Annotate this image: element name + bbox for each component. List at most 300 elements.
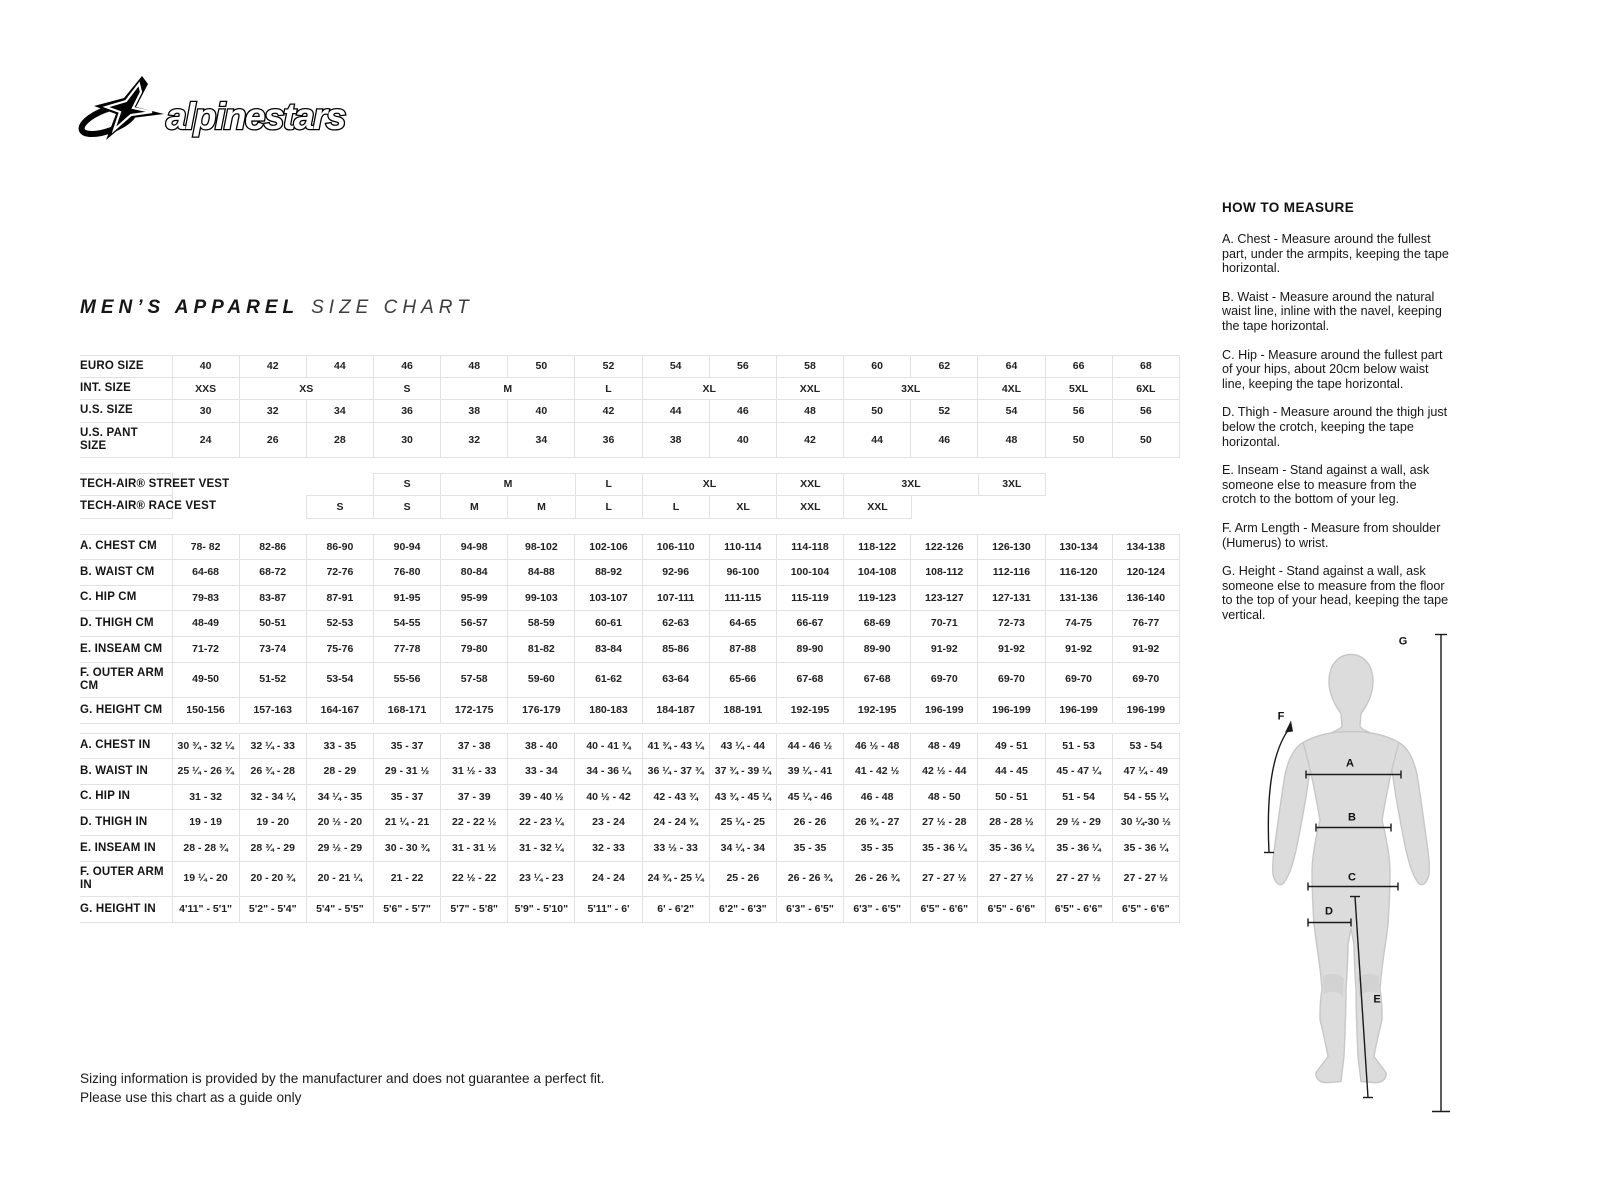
size-cell: 28 (306, 422, 373, 457)
size-cell: 52-53 (306, 611, 373, 637)
size-cell: 53 - 54 (1112, 733, 1179, 759)
size-cell: 39 ¼ - 41 (776, 759, 843, 785)
size-cell: XXL (844, 496, 911, 518)
size-cell: 21 - 22 (373, 861, 440, 896)
size-cell: 70-71 (911, 611, 978, 637)
row-label: E. INSEAM IN (80, 835, 172, 861)
size-cell: 20 - 20 ¾ (239, 861, 306, 896)
size-cell: 63-64 (642, 662, 709, 697)
size-cell: 32 (239, 400, 306, 422)
size-cell: 24 - 24 ¾ (642, 810, 709, 836)
size-cell: 6'5" - 6'6" (911, 896, 978, 922)
size-cell: 32 ¼ - 33 (239, 733, 306, 759)
size-cell: 103-107 (575, 585, 642, 611)
disclaimer-line-1: Sizing information is provided by the manufacturer and does not guarantee a perfect fit. (80, 1071, 605, 1086)
size-cell: 50 - 51 (978, 784, 1045, 810)
size-cell: 26 (239, 422, 306, 457)
size-cell: 69-70 (978, 662, 1045, 697)
size-cell: 196-199 (1045, 697, 1112, 723)
size-cell: 48 (978, 422, 1045, 457)
size-cell: 38 (642, 422, 709, 457)
size-cell: XXL (777, 496, 844, 518)
size-cell: XXS (172, 378, 239, 400)
size-cell: 84-88 (508, 560, 575, 586)
size-cell: 23 - 24 (575, 810, 642, 836)
diagram-label-hip: C (1348, 871, 1356, 884)
size-cell: 48-49 (172, 611, 239, 637)
table-row (80, 896, 1180, 922)
size-cell: 29 ½ - 29 (306, 835, 373, 861)
row-label: U.S. PANT SIZE (80, 422, 172, 457)
diagram-label-chest: A (1346, 757, 1354, 770)
size-cell: 31 - 32 (172, 784, 239, 810)
size-cell: 35 - 37 (373, 733, 440, 759)
size-cell: 130-134 (1045, 534, 1112, 560)
size-cell: 106-110 (642, 534, 709, 560)
size-cell: 30 - 30 ¾ (373, 835, 440, 861)
row-label: TECH-AIR® RACE VEST (80, 496, 172, 518)
size-cell: 80-84 (441, 560, 508, 586)
measure-instruction: B. Waist - Measure around the natural waist line, inline with the navel, keeping the tape horizontal. (1222, 289, 1442, 333)
row-label: B. WAIST IN (80, 759, 172, 785)
size-cell: 69-70 (1045, 662, 1112, 697)
size-cell: 61-62 (575, 662, 642, 697)
size-cell: 50 (1045, 422, 1112, 457)
size-cell: 56-57 (441, 611, 508, 637)
size-cell: M (441, 378, 575, 400)
size-cell: 91-92 (978, 636, 1045, 662)
measure-instruction: D. Thigh - Measure around the thigh just below the crotch, keeping the tape horizontal. (1222, 405, 1448, 449)
size-cell: 34 ¼ - 34 (709, 835, 776, 861)
size-cell: 5'7" - 5'8" (441, 896, 508, 922)
size-cell: S (374, 496, 441, 518)
page-title-secondary: SIZE CHART (311, 297, 474, 318)
size-cell: 88-92 (575, 560, 642, 586)
size-cell: 85-86 (642, 636, 709, 662)
size-cell: 120-124 (1112, 560, 1179, 586)
size-cell: 47 ¼ - 49 (1112, 759, 1179, 785)
size-cell: 25 ¼ - 26 ¾ (172, 759, 239, 785)
size-cell: 27 ½ - 28 (911, 810, 978, 836)
table-row (80, 835, 1180, 861)
size-cell: 89-90 (844, 636, 911, 662)
row-label: D. THIGH IN (80, 810, 172, 836)
size-cell: 37 - 39 (441, 784, 508, 810)
size-cell: 72-73 (978, 611, 1045, 637)
size-cell: 127-131 (978, 585, 1045, 611)
row-label: C. HIP IN (80, 784, 172, 810)
measure-instruction: C. Hip - Measure around the fullest part of your hips, about 20cm below waist line, keeping the tape horizontal. (1222, 347, 1443, 391)
size-cell: 40 (709, 422, 776, 457)
table-row (80, 662, 1180, 697)
size-cell: 27 - 27 ½ (978, 861, 1045, 896)
size-cell: 50 (508, 356, 575, 378)
size-table-group-sizes (80, 355, 1180, 458)
size-cell: 5'11" - 6' (575, 896, 642, 922)
size-cell: 98-102 (508, 534, 575, 560)
page-title (80, 297, 474, 319)
table-row (80, 585, 1180, 611)
size-cell: 122-126 (911, 534, 978, 560)
size-cell: 26 - 26 ¾ (844, 861, 911, 896)
size-cell: M (508, 496, 575, 518)
size-cell: 26 ¾ - 28 (239, 759, 306, 785)
size-cell: 131-136 (1045, 585, 1112, 611)
size-cell: 107-111 (642, 585, 709, 611)
size-cell: 157-163 (239, 697, 306, 723)
size-cell: 22 - 23 ¼ (508, 810, 575, 836)
how-to-measure-items (1222, 232, 1452, 622)
size-cell: 49 - 51 (978, 733, 1045, 759)
disclaimer-line-2: Please use this chart as a guide only (80, 1090, 302, 1105)
size-cell: 36 ¼ - 37 ¾ (642, 759, 709, 785)
empty-cell (1045, 474, 1180, 496)
size-cell: 73-74 (239, 636, 306, 662)
size-table-group-cm (80, 534, 1180, 724)
measure-instruction: A. Chest - Measure around the fullest part, under the armpits, keeping the tape horizontal. (1222, 232, 1449, 276)
size-cell: 54 (642, 356, 709, 378)
size-cell: 176-179 (508, 697, 575, 723)
size-cell: 69-70 (1112, 662, 1179, 697)
size-cell: 62-63 (642, 611, 709, 637)
size-cell: 28 ¾ - 29 (239, 835, 306, 861)
size-cell: 34 (306, 400, 373, 422)
size-cell: 20 - 21 ¼ (306, 861, 373, 896)
size-cell: S (373, 378, 440, 400)
size-cell: L (642, 496, 709, 518)
diagram-label-thigh: D (1325, 905, 1333, 918)
size-cell: 21 ¼ - 21 (373, 810, 440, 836)
size-cell: 20 ½ - 20 (306, 810, 373, 836)
size-cell: 6'3" - 6'5" (776, 896, 843, 922)
size-cell: 44 (642, 400, 709, 422)
size-cell: 25 - 26 (709, 861, 776, 896)
size-cell: L (575, 378, 642, 400)
size-cell: 33 ½ - 33 (642, 835, 709, 861)
size-cell: 43 ¼ - 44 (709, 733, 776, 759)
size-cell: 5XL (1045, 378, 1112, 400)
size-cell: S (374, 474, 441, 496)
size-cell: 76-80 (373, 560, 440, 586)
size-cell: 50 (844, 400, 911, 422)
size-cell: 89-90 (776, 636, 843, 662)
size-cell: 36 (373, 400, 440, 422)
size-cell: 26 - 26 ¾ (776, 861, 843, 896)
size-cell: 66 (1045, 356, 1112, 378)
size-cell: 24 (172, 422, 239, 457)
size-cell: 91-92 (911, 636, 978, 662)
size-cell: 55-56 (373, 662, 440, 697)
size-cell: 119-123 (844, 585, 911, 611)
size-cell: 33 - 34 (508, 759, 575, 785)
size-cell: 35 - 36 ¼ (911, 835, 978, 861)
size-chart-table (80, 355, 1180, 938)
size-cell: 91-92 (1045, 636, 1112, 662)
size-cell: 54 (978, 400, 1045, 422)
size-cell: 110-114 (709, 534, 776, 560)
size-cell: 42 (239, 356, 306, 378)
row-label: TECH-AIR® STREET VEST (80, 474, 172, 496)
size-cell: 67-68 (776, 662, 843, 697)
size-cell: S (306, 496, 373, 518)
size-cell: 29 ½ - 29 (1045, 810, 1112, 836)
size-cell: 188-191 (709, 697, 776, 723)
row-label: F. OUTER ARM IN (80, 861, 172, 896)
measure-instruction: G. Height - Stand against a wall, ask someone else to measure from the floor to the top of your head, keeping the tape vertical. (1222, 564, 1449, 622)
row-label: F. OUTER ARM CM (80, 662, 172, 697)
row-label: U.S. SIZE (80, 400, 172, 422)
table-row (80, 759, 1180, 785)
size-cell: 83-87 (239, 585, 306, 611)
size-cell: M (441, 474, 575, 496)
size-cell: 46 ½ - 48 (844, 733, 911, 759)
body-measurement-diagram (1233, 622, 1457, 1122)
size-cell: 50-51 (239, 611, 306, 637)
size-cell: XL (642, 474, 776, 496)
size-cell: 45 ¼ - 46 (776, 784, 843, 810)
size-cell: 32 - 33 (575, 835, 642, 861)
table-row (80, 474, 1180, 496)
table-row (80, 422, 1180, 457)
diagram-label-arm: F (1277, 710, 1285, 723)
size-cell: 91-92 (1112, 636, 1179, 662)
size-cell: 34 ¼ - 35 (306, 784, 373, 810)
size-cell: 48 - 49 (911, 733, 978, 759)
size-cell: 5'6" - 5'7" (373, 896, 440, 922)
row-label: D. THIGH CM (80, 611, 172, 637)
size-cell: 111-115 (709, 585, 776, 611)
size-cell: 51 - 54 (1045, 784, 1112, 810)
size-cell: 126-130 (978, 534, 1045, 560)
size-cell: XL (642, 378, 776, 400)
alpinestars-wordmark: alpinestars (166, 96, 345, 137)
size-cell: 123-127 (911, 585, 978, 611)
table-row (80, 560, 1180, 586)
size-cell: 26 ¾ - 27 (844, 810, 911, 836)
size-cell: 60-61 (575, 611, 642, 637)
size-cell: 108-112 (911, 560, 978, 586)
size-cell: 23 ¼ - 23 (508, 861, 575, 896)
size-cell: 6'3" - 6'5" (844, 896, 911, 922)
size-cell: 31 - 32 ¼ (508, 835, 575, 861)
size-cell: 68-72 (239, 560, 306, 586)
size-cell: 35 - 36 ¼ (1112, 835, 1179, 861)
table-row (80, 378, 1180, 400)
size-cell: 40 ½ - 42 (575, 784, 642, 810)
size-cell: 102-106 (575, 534, 642, 560)
size-cell: 27 - 27 ½ (911, 861, 978, 896)
size-cell: 5'4" - 5'5" (306, 896, 373, 922)
diagram-label-height: G (1398, 635, 1408, 648)
size-cell: 48 (776, 400, 843, 422)
size-cell: 42 - 43 ¾ (642, 784, 709, 810)
how-to-measure-heading: HOW TO MEASURE (1222, 200, 1355, 215)
size-cell: 164-167 (306, 697, 373, 723)
size-cell: 87-91 (306, 585, 373, 611)
size-cell: 40 (508, 400, 575, 422)
size-cell: 29 - 31 ½ (373, 759, 440, 785)
size-cell: 28 - 29 (306, 759, 373, 785)
size-cell: 30 (373, 422, 440, 457)
row-label: INT. SIZE (80, 378, 172, 400)
size-cell: 51-52 (239, 662, 306, 697)
size-cell: 76-77 (1112, 611, 1179, 637)
size-cell: 44 - 45 (978, 759, 1045, 785)
size-cell: 5'9" - 5'10" (508, 896, 575, 922)
size-cell: 41 ¾ - 43 ¼ (642, 733, 709, 759)
size-cell: 32 - 34 ¼ (239, 784, 306, 810)
size-cell: 19 ¼ - 20 (172, 861, 239, 896)
how-to-measure-panel (1222, 200, 1452, 636)
size-cell: 19 - 20 (239, 810, 306, 836)
size-cell: 184-187 (642, 697, 709, 723)
table-row (80, 611, 1180, 637)
table-row (80, 733, 1180, 759)
size-table-group-vests (80, 473, 1180, 518)
row-label: C. HIP CM (80, 585, 172, 611)
size-cell: 42 (575, 400, 642, 422)
size-cell: 49-50 (172, 662, 239, 697)
size-cell: 53-54 (306, 662, 373, 697)
size-cell: 81-82 (508, 636, 575, 662)
size-cell: 115-119 (776, 585, 843, 611)
size-cell: 54-55 (373, 611, 440, 637)
size-cell: 79-80 (441, 636, 508, 662)
size-cell: 118-122 (844, 534, 911, 560)
measure-instruction: E. Inseam - Stand against a wall, ask someone else to measure from the crotch to the bottom of your leg. (1222, 463, 1430, 507)
size-cell: 77-78 (373, 636, 440, 662)
size-cell: XXL (777, 474, 844, 496)
size-cell: XL (710, 496, 777, 518)
size-cell: L (575, 496, 642, 518)
size-cell: 30 ¾ - 32 ¼ (172, 733, 239, 759)
size-cell: 4'11" - 5'1" (172, 896, 239, 922)
diagram-label-waist: B (1348, 811, 1356, 824)
size-cell: 112-116 (978, 560, 1045, 586)
size-cell: 46 (709, 400, 776, 422)
size-cell: 150-156 (172, 697, 239, 723)
body-silhouette (1273, 655, 1430, 1083)
size-cell: 91-95 (373, 585, 440, 611)
table-row (80, 697, 1180, 723)
size-cell: 27 - 27 ½ (1112, 861, 1179, 896)
row-label: G. HEIGHT CM (80, 697, 172, 723)
row-label: A. CHEST IN (80, 733, 172, 759)
size-cell: 62 (911, 356, 978, 378)
size-cell: 67-68 (844, 662, 911, 697)
size-cell: 82-86 (239, 534, 306, 560)
size-cell: 58 (776, 356, 843, 378)
size-cell: 172-175 (441, 697, 508, 723)
size-cell: 180-183 (575, 697, 642, 723)
size-cell: 64-65 (709, 611, 776, 637)
size-cell: 30 (172, 400, 239, 422)
size-cell: 83-84 (575, 636, 642, 662)
row-label: G. HEIGHT IN (80, 896, 172, 922)
size-cell: 92-96 (642, 560, 709, 586)
size-cell: 35 - 36 ¼ (978, 835, 1045, 861)
table-row (80, 810, 1180, 836)
size-cell: 6' - 6'2" (642, 896, 709, 922)
size-cell: 33 - 35 (306, 733, 373, 759)
size-cell: 40 - 41 ¾ (575, 733, 642, 759)
row-label: EURO SIZE (80, 356, 172, 378)
size-cell: 22 ½ - 22 (441, 861, 508, 896)
size-cell: 134-138 (1112, 534, 1179, 560)
size-cell: 79-83 (172, 585, 239, 611)
size-cell: XS (239, 378, 373, 400)
size-cell: 44 (306, 356, 373, 378)
size-cell: 54 - 55 ¼ (1112, 784, 1179, 810)
size-cell: 48 (441, 356, 508, 378)
row-label: A. CHEST CM (80, 534, 172, 560)
size-cell: 114-118 (776, 534, 843, 560)
size-cell: 196-199 (911, 697, 978, 723)
size-cell: 30 ¼-30 ½ (1112, 810, 1179, 836)
size-cell: 34 (508, 422, 575, 457)
size-cell: 64 (978, 356, 1045, 378)
size-cell: 3XL (844, 474, 978, 496)
size-cell: 56 (1045, 400, 1112, 422)
size-cell: 43 ¾ - 45 ¼ (709, 784, 776, 810)
size-cell: 24 - 24 (575, 861, 642, 896)
size-cell: 35 - 35 (844, 835, 911, 861)
size-cell: 96-100 (709, 560, 776, 586)
size-cell: 38 (441, 400, 508, 422)
size-cell: 74-75 (1045, 611, 1112, 637)
size-cell: 71-72 (172, 636, 239, 662)
size-cell: 57-58 (441, 662, 508, 697)
size-cell: 3XL (978, 474, 1045, 496)
size-cell: 34 - 36 ¼ (575, 759, 642, 785)
size-cell: 6XL (1112, 378, 1179, 400)
size-cell: 99-103 (508, 585, 575, 611)
size-cell: 66-67 (776, 611, 843, 637)
table-row (80, 534, 1180, 560)
size-cell: 37 - 38 (441, 733, 508, 759)
size-cell: 48 - 50 (911, 784, 978, 810)
size-cell: 31 ½ - 33 (441, 759, 508, 785)
size-cell: 60 (844, 356, 911, 378)
size-cell: 196-199 (1112, 697, 1179, 723)
size-cell: 75-76 (306, 636, 373, 662)
size-cell: 5'2" - 5'4" (239, 896, 306, 922)
size-cell: 192-195 (844, 697, 911, 723)
size-cell: 40 (172, 356, 239, 378)
size-cell: 52 (911, 400, 978, 422)
size-cell: 6'5" - 6'6" (1045, 896, 1112, 922)
size-cell: 168-171 (373, 697, 440, 723)
size-cell: 46 - 48 (844, 784, 911, 810)
table-row (80, 496, 1180, 518)
size-cell: 52 (575, 356, 642, 378)
diagram-label-inseam: E (1373, 993, 1381, 1006)
alpinestars-star-icon (78, 76, 164, 140)
size-cell: 56 (1112, 400, 1179, 422)
size-cell: 94-98 (441, 534, 508, 560)
size-cell: 38 - 40 (508, 733, 575, 759)
size-cell: 24 ¾ - 25 ¼ (642, 861, 709, 896)
size-cell: 41 - 42 ½ (844, 759, 911, 785)
size-cell: L (575, 474, 642, 496)
table-row (80, 356, 1180, 378)
size-cell: 22 - 22 ½ (441, 810, 508, 836)
size-cell: 45 - 47 ¼ (1045, 759, 1112, 785)
size-cell: 116-120 (1045, 560, 1112, 586)
table-row (80, 400, 1180, 422)
size-cell: 4XL (978, 378, 1045, 400)
size-cell: 39 - 40 ½ (508, 784, 575, 810)
